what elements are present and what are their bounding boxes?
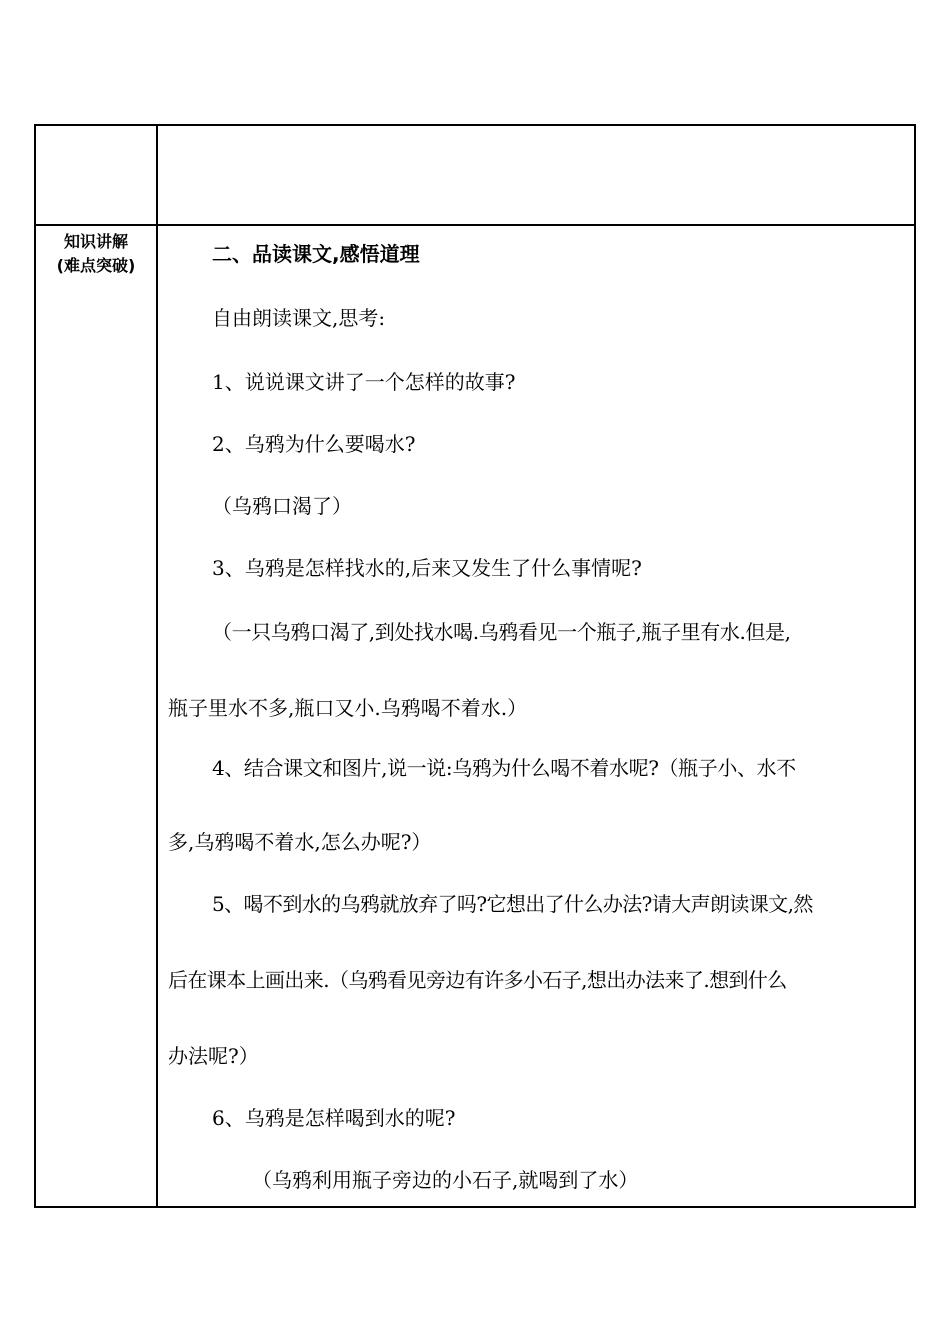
question-3: 3、乌鸦是怎样找水的,后来又发生了什么事情呢? xyxy=(212,556,642,580)
question-5-line-2: 后在课本上画出来.（乌鸦看见旁边有许多小石子,想出办法来了.想到什么 xyxy=(168,968,787,992)
answer-3-line-1: （一只乌鸦口渴了,到处找水喝.乌鸦看见一个瓶子,瓶子里有水.但是, xyxy=(212,620,791,644)
answer-3-line-2: 瓶子里水不多,瓶口又小.乌鸦喝不着水.） xyxy=(168,696,528,720)
section-heading: 二、品读课文,感悟道理 xyxy=(212,242,420,266)
question-4-line-2: 多,乌鸦喝不着水,怎么办呢?） xyxy=(168,830,432,854)
answer-2: （乌鸦口渴了） xyxy=(212,494,352,518)
table-row-top xyxy=(35,125,915,225)
question-2: 2、乌鸦为什么要喝水? xyxy=(212,432,416,456)
section-label-line1: 知识讲解 xyxy=(63,232,128,251)
section-label-cell xyxy=(35,225,157,1207)
empty-label-cell xyxy=(35,125,157,225)
question-5-line-3: 办法呢?） xyxy=(168,1044,259,1068)
empty-content-cell xyxy=(157,125,915,225)
section-label-line2: (难点突破) xyxy=(56,256,136,275)
table-row-knowledge xyxy=(35,225,915,1207)
answer-6: （乌鸦利用瓶子旁边的小石子,就喝到了水） xyxy=(252,1168,639,1192)
question-1: 1、说说课文讲了一个怎样的故事? xyxy=(212,370,516,394)
intro-text: 自由朗读课文,思考: xyxy=(212,306,386,330)
question-6: 6、乌鸦是怎样喝到水的呢? xyxy=(212,1106,456,1130)
section-content-cell xyxy=(157,225,915,1207)
question-4-line-1: 4、结合课文和图片,说一说:乌鸦为什么喝不着水呢?（瓶子小、水不 xyxy=(212,756,796,780)
question-5-line-1: 5、喝不到水的乌鸦就放弃了吗?它想出了什么办法?请大声朗读课文,然 xyxy=(212,892,813,916)
lesson-plan-table xyxy=(34,124,916,1208)
